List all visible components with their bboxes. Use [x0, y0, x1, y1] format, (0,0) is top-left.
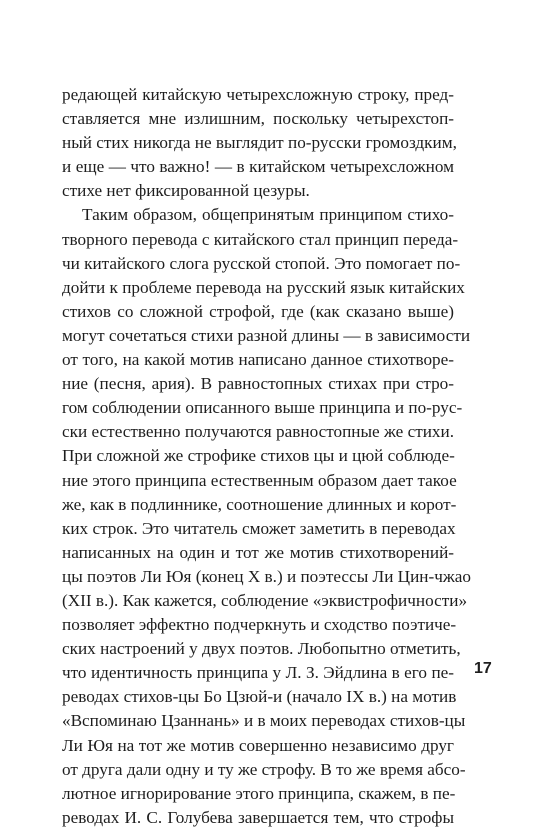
text-line: (XII в.). Как кажется, соблюдение «эквистрофичности» — [62, 590, 468, 610]
text-line: реводах И. С. Голубева завершается тем, что строфы — [62, 807, 454, 827]
text-line: ние (песня, ария). В равностопных стихах при стро- — [62, 374, 454, 394]
text-line: лютное игнорирование этого принципа, скажем, в пе- — [62, 783, 456, 803]
text-line: ный стих никогда не выглядит по-русски громоздким, — [62, 133, 457, 153]
text-line: от того, на какой мотив написано данное стихотворе- — [62, 350, 454, 370]
text-line: ских настроений у двух поэтов. Любопытно отметить, — [62, 639, 461, 659]
text-line: стихов со сложной строфой, где (как сказано выше) — [62, 301, 454, 321]
text-line: от друга дали одну и ту же строфу. В то же время абсо- — [62, 759, 466, 779]
text-line: могут сочетаться стихи разной длины — в зависимости — [62, 325, 471, 345]
text-line: реводах стихов-цы Бо Цзюй-и (начало IX в.) на мотив — [62, 687, 457, 707]
text-line: гом соблюдении описанного выше принципа и по-рус- — [62, 398, 463, 418]
text-line: написанных на один и тот же мотив стихотворений- — [62, 542, 454, 562]
text-line: При сложной же строфике стихов цы и цюй соблюде- — [62, 446, 455, 466]
text-line: и еще — что важно! — в китайском четырехсложном — [62, 157, 454, 177]
text-line: ски естественно получаются равностопные же стихи. — [62, 422, 454, 442]
text-line: Ли Юя на тот же мотив совершенно независимо друг — [62, 735, 454, 755]
page-number: 17 — [474, 660, 492, 677]
text-line: творного перевода с китайского стал принцип переда- — [62, 229, 459, 249]
text-line: ких строк. Это читатель сможет заметить в переводах — [62, 518, 456, 538]
text-line: цы поэтов Ли Юя (конец X в.) и поэтессы Ли Цин-чжао — [62, 566, 471, 586]
text-line: стихе нет фиксированной цезуры. — [62, 181, 310, 201]
text-line: ние этого принципа естественным образом дает такое — [62, 470, 457, 490]
text-line: что идентичность принципа у Л. З. Эйдлина в его пе- — [62, 663, 454, 683]
body-text — [62, 83, 471, 830]
text-line: редающей китайскую четырехсложную строку, пред- — [62, 85, 454, 104]
text-line: «Вспоминаю Цзаннань» и в моих переводах стихов-цы — [62, 711, 466, 731]
text-line: чи китайского слога русской стопой. Это помогает по- — [62, 253, 461, 273]
text-line: дойти к проблеме перевода на русский язык китайских — [62, 277, 465, 297]
text-lines — [62, 83, 471, 830]
text-line: ставляется мне излишним, поскольку четырехстоп- — [62, 109, 454, 129]
text-line: позволяет эффектно подчеркнуть и сходство поэтиче- — [62, 615, 457, 635]
text-line: Таким образом, общепринятым принципом стихо- — [82, 205, 454, 225]
text-line: же, как в подлиннике, соотношение длинных и корот- — [62, 494, 457, 514]
